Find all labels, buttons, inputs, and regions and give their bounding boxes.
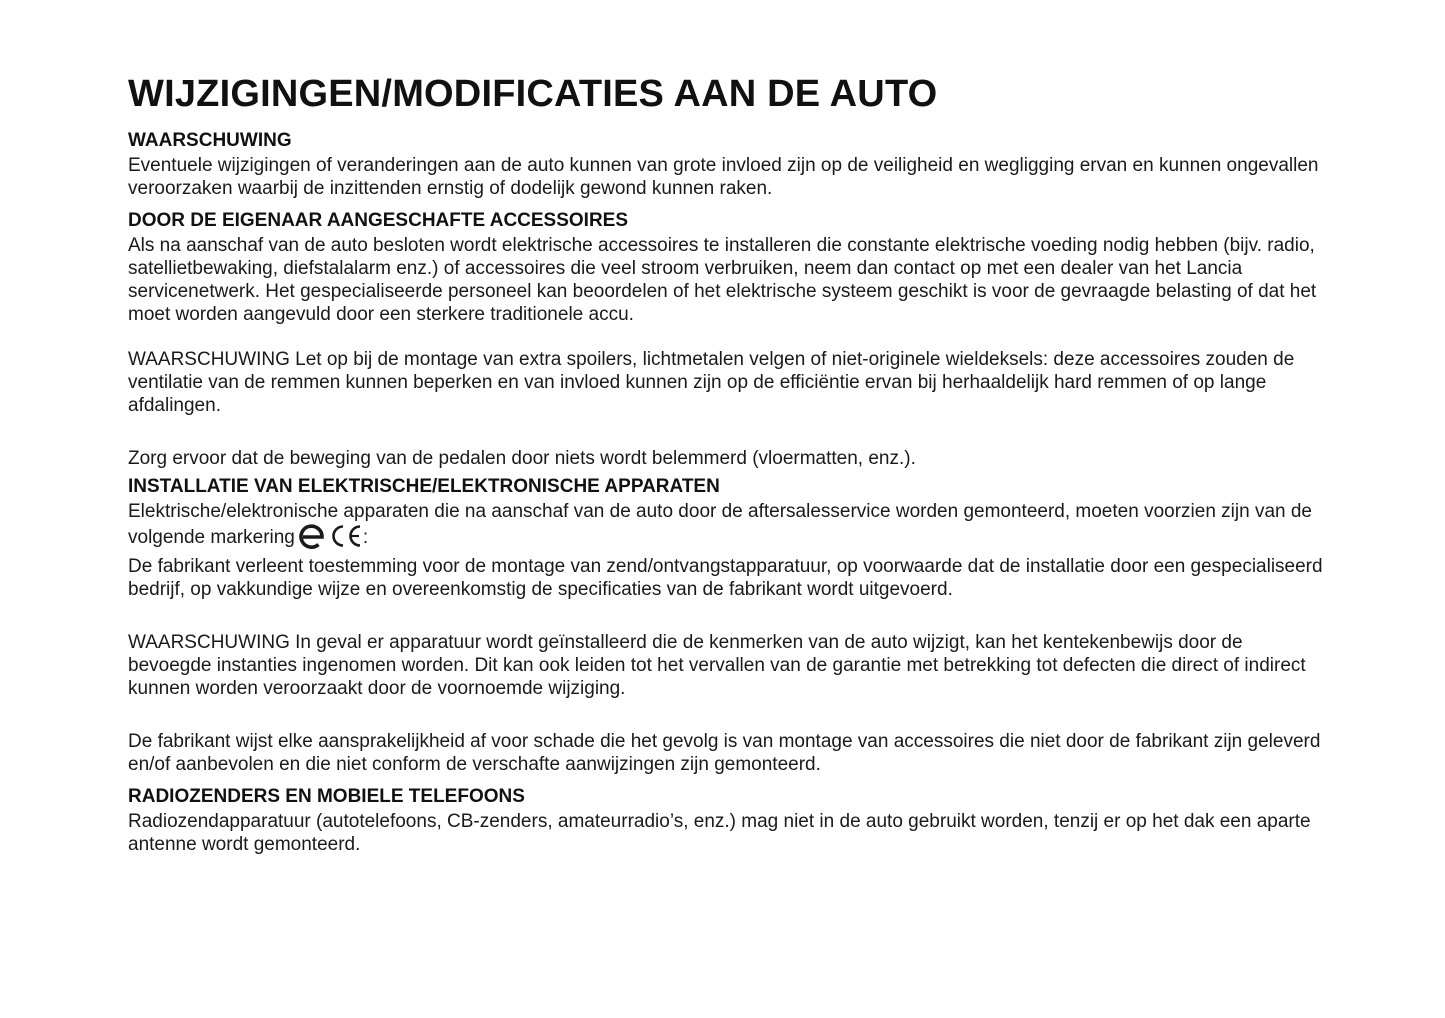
installation-note: De fabrikant wijst elke aansprakelijkheid af voor schade die het gevolg is van montage van accessoires die niet door de fabrikant zijn geleverd en/of aanbevolen en die niet conform de verschafte aanwijzingen zijn gemonteerd. (128, 731, 1321, 775)
e-ce-mark-icon (299, 523, 361, 555)
section-heading-accessories: DOOR DE EIGENAAR AANGESCHAFTE ACCESSOIRES (128, 210, 629, 231)
installation-warning: WAARSCHUWING In geval er apparatuur wordt geïnstalleerd die de kenmerken van de auto wijzigt, kan het kentekenbewijs door de bevoegde instanties ingenomen worden. Dit kan ook leiden tot het vervallen van de garantie met betrekking tot defecten die direct of indirect kunnen worden veroorzaakt door de voornoemde wijziging. (128, 632, 1306, 699)
page-title: WIJZIGINGEN/MODIFICATIES AAN DE AUTO (128, 73, 938, 115)
section-heading-installation: INSTALLATIE VAN ELEKTRISCHE/ELEKTRONISCHE APPARATEN (128, 476, 720, 497)
section-heading-warning: WAARSCHUWING (128, 130, 292, 151)
section-heading-radio: RADIOZENDERS EN MOBIELE TELEFOONS (128, 786, 525, 807)
installation-text-after-mark: : (362, 527, 369, 548)
document-page (128, 70, 1328, 856)
radio-text: Radiozendapparatuur (autotelefoons, CB-zenders, amateurradio’s, enz.) mag niet in de auto gebruikt worden, tenzij er op het dak een aparte antenne wordt gemonteerd. (128, 811, 1311, 855)
installation-text (128, 500, 1328, 555)
accessories-note: Zorg ervoor dat de beweging van de pedalen door niets wordt belemmerd (vloermatten, enz.). (128, 448, 916, 469)
installation-text-before-mark: Elektrische/elektronische apparaten die na aanschaf van de auto door de aftersalesservice worden gemonteerd, moeten voorzien zijn van de volgende markering (128, 501, 1312, 548)
accessories-warning: WAARSCHUWING Let op bij de montage van extra spoilers, lichtmetalen velgen of niet-originele wieldeksels: deze accessoires zouden de ventilatie van de remmen kunnen beperken en van invloed kunnen zijn op de efficiëntie ervan bij herhaaldelijk hard remmen of op lange afdalingen. (128, 349, 1295, 416)
accessories-text: Als na aanschaf van de auto besloten wordt elektrische accessoires te installeren die constante elektrische voeding nodig hebben (bijv. radio, satellietbewaking, diefstalalarm enz.) of accessoires die veel stroom verbruiken, neem dan contact op met een dealer van het Lancia servicenetwerk. Het gespecialiseerde personeel kan beoordelen of het elektrische systeem geschikt is voor de gevraagde belasting of dat het moet worden aangevuld door een sterkere traditionele accu. (128, 235, 1317, 325)
installation-text-2: De fabrikant verleent toestemming voor de montage van zend/ontvangstapparatuur, op voorwaarde dat de installatie door een gespecialiseerd bedrijf, op vakkundige wijze en overeenkomstig de specificaties van de fabrikant wordt uitgevoerd. (128, 556, 1323, 600)
warning-text: Eventuele wijzigingen of veranderingen aan de auto kunnen van grote invloed zijn op de veiligheid en wegligging ervan en kunnen ongevallen veroorzaken waarbij de inzittenden ernstig of dodelijk gewond kunnen raken. (128, 155, 1319, 199)
